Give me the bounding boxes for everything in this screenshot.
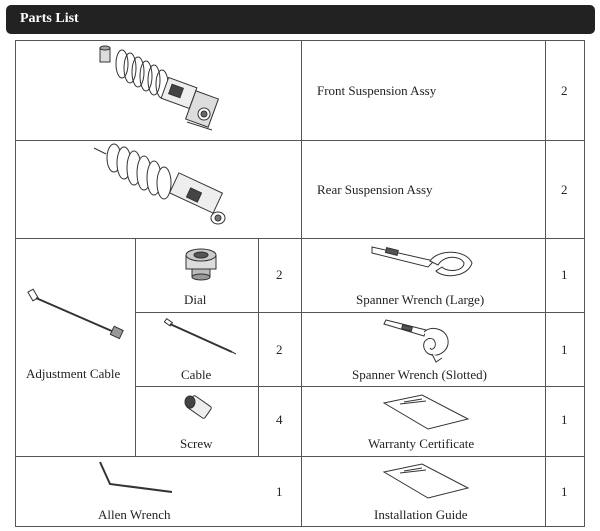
- spanner-large-name: Spanner Wrench (Large): [356, 292, 485, 307]
- col-divider: [301, 40, 302, 527]
- cable-qty: 2: [276, 342, 283, 357]
- spanner-large-qty: 1: [561, 267, 568, 282]
- row-divider: [135, 386, 585, 387]
- cable-illustration: [162, 318, 242, 358]
- installation-guide-illustration: [382, 462, 472, 502]
- parts-list-header: [6, 5, 595, 34]
- spanner-slotted-qty: 1: [561, 342, 568, 357]
- installation-guide-qty: 1: [561, 484, 568, 499]
- dial-name: Dial: [184, 292, 207, 307]
- page-title: Parts List: [20, 11, 79, 26]
- spanner-slotted-illustration: [380, 318, 460, 368]
- col-divider: [545, 40, 546, 527]
- screw-qty: 4: [276, 412, 283, 427]
- warranty-certificate-illustration: [382, 393, 472, 433]
- allen-wrench-name: Allen Wrench: [98, 507, 171, 522]
- rear-suspension-qty: 2: [561, 182, 568, 197]
- front-suspension-name: Front Suspension Assy: [317, 83, 437, 98]
- rear-suspension-illustration: [92, 142, 232, 237]
- installation-guide-name: Installation Guide: [374, 507, 468, 522]
- adjustment-cable-illustration: [28, 288, 128, 348]
- col-divider: [135, 238, 136, 456]
- warranty-certificate-name: Warranty Certificate: [368, 436, 475, 451]
- front-suspension-illustration: [92, 42, 232, 142]
- cable-name: Cable: [181, 367, 212, 382]
- row-divider: [135, 312, 585, 313]
- warranty-certificate-qty: 1: [561, 412, 568, 427]
- row-divider: [15, 456, 585, 457]
- screw-name: Screw: [180, 436, 213, 451]
- rear-suspension-name: Rear Suspension Assy: [317, 182, 433, 197]
- adjustment-cable-name: Adjustment Cable: [26, 366, 121, 381]
- dial-illustration: [182, 247, 222, 281]
- row-divider: [15, 238, 585, 239]
- screw-illustration: [180, 394, 220, 428]
- front-suspension-qty: 2: [561, 83, 568, 98]
- spanner-slotted-name: Spanner Wrench (Slotted): [352, 367, 487, 382]
- dial-qty: 2: [276, 267, 283, 282]
- allen-wrench-illustration: [96, 458, 176, 498]
- spanner-large-illustration: [368, 243, 478, 283]
- allen-wrench-qty: 1: [276, 484, 283, 499]
- col-divider: [258, 238, 259, 456]
